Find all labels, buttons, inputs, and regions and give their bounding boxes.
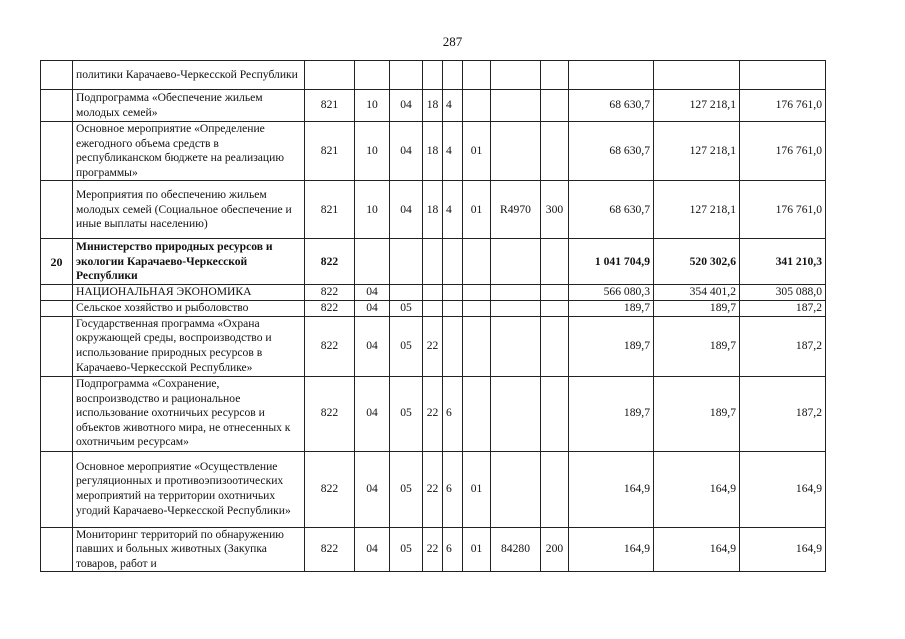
code-section: 04 <box>355 451 390 527</box>
sum-year-3: 187,2 <box>740 300 826 316</box>
code-event <box>463 300 491 316</box>
sum-year-1 <box>569 61 654 90</box>
code-section: 10 <box>355 122 390 181</box>
code-subprogram <box>443 300 463 316</box>
sum-year-2: 164,9 <box>654 527 740 572</box>
sum-year-3: 164,9 <box>740 451 826 527</box>
sum-year-2: 520 302,6 <box>654 239 740 285</box>
code-grbs: 821 <box>305 122 355 181</box>
code-direction <box>491 61 541 90</box>
sum-year-2 <box>654 61 740 90</box>
row-number <box>41 527 73 572</box>
sum-year-3: 305 088,0 <box>740 285 826 301</box>
sum-year-2: 164,9 <box>654 451 740 527</box>
row-number <box>41 451 73 527</box>
code-subprogram: 6 <box>443 451 463 527</box>
code-subsection: 05 <box>390 451 423 527</box>
code-direction <box>491 451 541 527</box>
sum-year-1: 68 630,7 <box>569 181 654 239</box>
code-grbs <box>305 61 355 90</box>
budget-table <box>40 60 826 572</box>
code-program: 22 <box>423 376 443 451</box>
code-event: 01 <box>463 451 491 527</box>
table-row <box>41 300 826 316</box>
row-number <box>41 376 73 451</box>
row-name: политики Карачаево-Черкесской Республики <box>73 61 305 90</box>
code-expense-type <box>541 90 569 122</box>
code-section <box>355 239 390 285</box>
table-row <box>41 90 826 122</box>
sum-year-3: 341 210,3 <box>740 239 826 285</box>
code-section: 04 <box>355 316 390 376</box>
code-grbs: 821 <box>305 181 355 239</box>
code-direction <box>491 376 541 451</box>
code-program: 22 <box>423 316 443 376</box>
code-subsection: 04 <box>390 181 423 239</box>
code-direction <box>491 122 541 181</box>
row-name: Основное мероприятие «Определение ежегодного объема средств в республиканском бюджете на реализацию программы» <box>73 122 305 181</box>
code-program <box>423 239 443 285</box>
code-program <box>423 61 443 90</box>
code-section: 10 <box>355 90 390 122</box>
code-direction <box>491 90 541 122</box>
code-grbs: 822 <box>305 285 355 301</box>
sum-year-2: 189,7 <box>654 316 740 376</box>
code-grbs: 821 <box>305 90 355 122</box>
page-number: 287 <box>442 34 463 49</box>
row-name: Мероприятия по обеспечению жильем молодых семей (Социальное обеспечение и иные выплаты населению) <box>73 181 305 239</box>
row-name: Государственная программа «Охрана окружающей среды, воспроизводство и использование природных ресурсов в Карачаево-Черкесской Республике» <box>73 316 305 376</box>
code-direction <box>491 316 541 376</box>
code-subsection <box>390 61 423 90</box>
table-body <box>41 61 826 572</box>
code-direction: R4970 <box>491 181 541 239</box>
sum-year-1: 566 080,3 <box>569 285 654 301</box>
row-name: Сельское хозяйство и рыболовство <box>73 300 305 316</box>
row-name: Основное мероприятие «Осуществление регуляционных и противоэпизоотических мероприятий на территории охотничьих угодий Карачаево-Черкесской Республики» <box>73 451 305 527</box>
code-section: 04 <box>355 285 390 301</box>
code-subsection: 04 <box>390 122 423 181</box>
code-subprogram: 6 <box>443 527 463 572</box>
code-subprogram: 4 <box>443 122 463 181</box>
sum-year-2: 127 218,1 <box>654 90 740 122</box>
row-name: НАЦИОНАЛЬНАЯ ЭКОНОМИКА <box>73 285 305 301</box>
code-expense-type <box>541 451 569 527</box>
code-direction <box>491 285 541 301</box>
code-direction <box>491 239 541 285</box>
code-expense-type <box>541 61 569 90</box>
sum-year-2: 127 218,1 <box>654 122 740 181</box>
code-event: 01 <box>463 122 491 181</box>
code-subprogram <box>443 285 463 301</box>
code-expense-type <box>541 316 569 376</box>
row-number <box>41 61 73 90</box>
sum-year-1: 164,9 <box>569 527 654 572</box>
code-event <box>463 316 491 376</box>
sum-year-1: 189,7 <box>569 376 654 451</box>
row-name: Подпрограмма «Сохранение, воспроизводство и рациональное использование охотничьих ресурсов и объектов животного мира, не отнесенных к охотничьим ресурсам» <box>73 376 305 451</box>
code-expense-type <box>541 239 569 285</box>
code-subprogram: 6 <box>443 376 463 451</box>
sum-year-1: 189,7 <box>569 316 654 376</box>
code-event <box>463 285 491 301</box>
code-direction: 84280 <box>491 527 541 572</box>
code-subsection: 05 <box>390 376 423 451</box>
code-grbs: 822 <box>305 316 355 376</box>
code-section: 04 <box>355 527 390 572</box>
row-name: Министерство природных ресурсов и экологии Карачаево-Черкесской Республики <box>73 239 305 285</box>
code-event: 01 <box>463 181 491 239</box>
code-event <box>463 376 491 451</box>
sum-year-3: 176 761,0 <box>740 122 826 181</box>
table-row <box>41 285 826 301</box>
code-grbs: 822 <box>305 300 355 316</box>
code-expense-type <box>541 376 569 451</box>
sum-year-2: 189,7 <box>654 376 740 451</box>
code-program: 18 <box>423 122 443 181</box>
table-row <box>41 61 826 90</box>
code-event <box>463 90 491 122</box>
sum-year-3: 164,9 <box>740 527 826 572</box>
table-row <box>41 451 826 527</box>
code-grbs: 822 <box>305 527 355 572</box>
code-subprogram: 4 <box>443 181 463 239</box>
row-number: 20 <box>41 239 73 285</box>
sum-year-1: 189,7 <box>569 300 654 316</box>
code-section: 04 <box>355 376 390 451</box>
code-subprogram <box>443 61 463 90</box>
row-name: Мониторинг территорий по обнаружению павших и больных животных (Закупка товаров, работ и <box>73 527 305 572</box>
sum-year-1: 68 630,7 <box>569 90 654 122</box>
code-subsection: 05 <box>390 527 423 572</box>
table-row <box>41 316 826 376</box>
code-expense-type <box>541 300 569 316</box>
code-subsection: 05 <box>390 316 423 376</box>
row-number <box>41 181 73 239</box>
code-subsection <box>390 285 423 301</box>
sum-year-3 <box>740 61 826 90</box>
code-direction <box>491 300 541 316</box>
sum-year-3: 187,2 <box>740 376 826 451</box>
code-subprogram: 4 <box>443 90 463 122</box>
sum-year-3: 176 761,0 <box>740 181 826 239</box>
row-number <box>41 285 73 301</box>
code-program: 18 <box>423 181 443 239</box>
code-expense-type: 200 <box>541 527 569 572</box>
table-row <box>41 122 826 181</box>
code-event: 01 <box>463 527 491 572</box>
sum-year-3: 176 761,0 <box>740 90 826 122</box>
code-section: 04 <box>355 300 390 316</box>
code-subprogram <box>443 239 463 285</box>
code-subprogram <box>443 316 463 376</box>
sum-year-1: 164,9 <box>569 451 654 527</box>
table-row <box>41 527 826 572</box>
code-subsection: 05 <box>390 300 423 316</box>
code-program: 22 <box>423 451 443 527</box>
sum-year-1: 68 630,7 <box>569 122 654 181</box>
sum-year-2: 189,7 <box>654 300 740 316</box>
row-number <box>41 90 73 122</box>
code-section <box>355 61 390 90</box>
sum-year-2: 354 401,2 <box>654 285 740 301</box>
code-program: 18 <box>423 90 443 122</box>
row-number <box>41 300 73 316</box>
table-row <box>41 181 826 239</box>
code-event <box>463 61 491 90</box>
code-event <box>463 239 491 285</box>
sum-year-3: 187,2 <box>740 316 826 376</box>
code-program <box>423 285 443 301</box>
table-row <box>41 239 826 285</box>
code-section: 10 <box>355 181 390 239</box>
code-expense-type <box>541 122 569 181</box>
code-grbs: 822 <box>305 451 355 527</box>
code-subsection: 04 <box>390 90 423 122</box>
code-program: 22 <box>423 527 443 572</box>
code-grbs: 822 <box>305 376 355 451</box>
sum-year-2: 127 218,1 <box>654 181 740 239</box>
row-number <box>41 316 73 376</box>
code-subsection <box>390 239 423 285</box>
code-expense-type: 300 <box>541 181 569 239</box>
code-expense-type <box>541 285 569 301</box>
sum-year-1: 1 041 704,9 <box>569 239 654 285</box>
code-grbs: 822 <box>305 239 355 285</box>
code-program <box>423 300 443 316</box>
table-row <box>41 376 826 451</box>
row-number <box>41 122 73 181</box>
row-name: Подпрограмма «Обеспечение жильем молодых семей» <box>73 90 305 122</box>
